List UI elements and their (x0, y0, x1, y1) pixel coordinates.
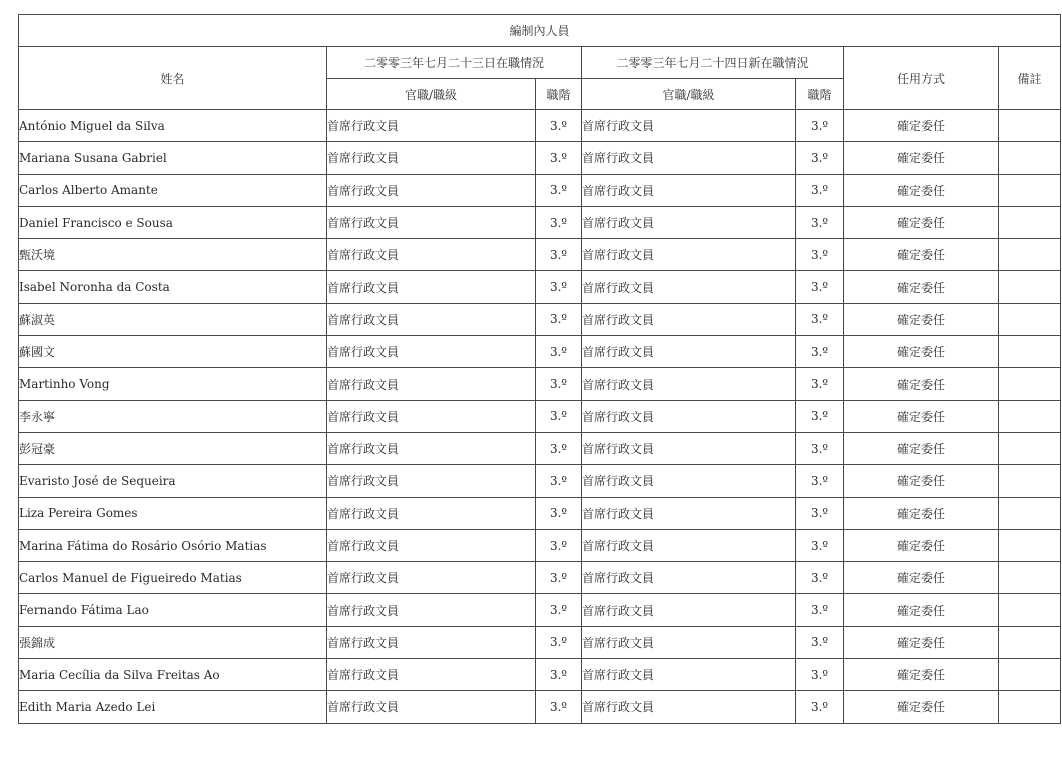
appointment-cell: 確定委任 (844, 691, 999, 723)
before-post-cell: 首席行政文員 (327, 110, 536, 142)
remarks-cell (999, 497, 1061, 529)
staff-table (18, 14, 1061, 724)
before-grade-cell: 3.º (536, 497, 582, 529)
table-row (19, 206, 1061, 238)
before-grade-cell: 3.º (536, 110, 582, 142)
table-row (19, 594, 1061, 626)
before-post-cell: 首席行政文員 (327, 562, 536, 594)
remarks-cell (999, 110, 1061, 142)
table-row (19, 465, 1061, 497)
header-after-post: 官職/職級 (582, 79, 796, 110)
after-grade-cell: 3.º (796, 271, 844, 303)
table-row (19, 303, 1061, 335)
header-remarks: 備註 (999, 47, 1061, 110)
header-after-grade: 職階 (796, 79, 844, 110)
appointment-cell: 確定委任 (844, 142, 999, 174)
after-post-cell: 首席行政文員 (582, 659, 796, 691)
before-grade-cell: 3.º (536, 432, 582, 464)
before-post-cell: 首席行政文員 (327, 368, 536, 400)
after-post-cell: 首席行政文員 (582, 691, 796, 723)
appointment-cell: 確定委任 (844, 497, 999, 529)
after-grade-cell: 3.º (796, 626, 844, 658)
after-grade-cell: 3.º (796, 562, 844, 594)
appointment-cell: 確定委任 (844, 562, 999, 594)
name-cell: Fernando Fátima Lao (19, 594, 327, 626)
after-post-cell: 首席行政文員 (582, 626, 796, 658)
appointment-cell: 確定委任 (844, 336, 999, 368)
after-post-cell: 首席行政文員 (582, 497, 796, 529)
before-grade-cell: 3.º (536, 271, 582, 303)
after-grade-cell: 3.º (796, 497, 844, 529)
appointment-cell: 確定委任 (844, 110, 999, 142)
before-grade-cell: 3.º (536, 239, 582, 271)
table-header (19, 15, 1061, 110)
remarks-cell (999, 562, 1061, 594)
before-grade-cell: 3.º (536, 400, 582, 432)
before-grade-cell: 3.º (536, 336, 582, 368)
after-post-cell: 首席行政文員 (582, 239, 796, 271)
after-grade-cell: 3.º (796, 206, 844, 238)
appointment-cell: 確定委任 (844, 659, 999, 691)
name-cell: Martinho Vong (19, 368, 327, 400)
group-title: 編制內人員 (19, 15, 1061, 47)
before-grade-cell: 3.º (536, 562, 582, 594)
remarks-cell (999, 336, 1061, 368)
name-cell: Mariana Susana Gabriel (19, 142, 327, 174)
before-post-cell: 首席行政文員 (327, 432, 536, 464)
remarks-cell (999, 659, 1061, 691)
table-row (19, 691, 1061, 723)
table-row (19, 271, 1061, 303)
name-cell: Edith Maria Azedo Lei (19, 691, 327, 723)
remarks-cell (999, 529, 1061, 561)
header-after-group: 二零零三年七月二十四日新在職情況 (582, 47, 844, 79)
remarks-cell (999, 239, 1061, 271)
before-post-cell: 首席行政文員 (327, 336, 536, 368)
before-grade-cell: 3.º (536, 659, 582, 691)
name-cell: 甄沃境 (19, 239, 327, 271)
after-post-cell: 首席行政文員 (582, 336, 796, 368)
appointment-cell: 確定委任 (844, 432, 999, 464)
table-row (19, 497, 1061, 529)
name-cell: Marina Fátima do Rosário Osório Matias (19, 529, 327, 561)
after-grade-cell: 3.º (796, 174, 844, 206)
remarks-cell (999, 206, 1061, 238)
after-post-cell: 首席行政文員 (582, 529, 796, 561)
remarks-cell (999, 271, 1061, 303)
after-post-cell: 首席行政文員 (582, 368, 796, 400)
name-cell: Evaristo José de Sequeira (19, 465, 327, 497)
remarks-cell (999, 465, 1061, 497)
appointment-cell: 確定委任 (844, 594, 999, 626)
table-row (19, 174, 1061, 206)
header-name: 姓名 (19, 47, 327, 110)
after-grade-cell: 3.º (796, 594, 844, 626)
after-post-cell: 首席行政文員 (582, 400, 796, 432)
appointment-cell: 確定委任 (844, 174, 999, 206)
before-grade-cell: 3.º (536, 691, 582, 723)
name-cell: 彭冠豪 (19, 432, 327, 464)
before-post-cell: 首席行政文員 (327, 497, 536, 529)
before-post-cell: 首席行政文員 (327, 142, 536, 174)
after-grade-cell: 3.º (796, 400, 844, 432)
after-grade-cell: 3.º (796, 659, 844, 691)
table-row (19, 239, 1061, 271)
appointment-cell: 確定委任 (844, 206, 999, 238)
table-row (19, 626, 1061, 658)
after-grade-cell: 3.º (796, 465, 844, 497)
remarks-cell (999, 400, 1061, 432)
after-post-cell: 首席行政文員 (582, 432, 796, 464)
table-row (19, 110, 1061, 142)
after-post-cell: 首席行政文員 (582, 465, 796, 497)
appointment-cell: 確定委任 (844, 529, 999, 561)
name-cell: António Miguel da Silva (19, 110, 327, 142)
after-post-cell: 首席行政文員 (582, 110, 796, 142)
appointment-cell: 確定委任 (844, 303, 999, 335)
table-row (19, 432, 1061, 464)
table-row (19, 400, 1061, 432)
after-post-cell: 首席行政文員 (582, 142, 796, 174)
table-row (19, 659, 1061, 691)
after-post-cell: 首席行政文員 (582, 271, 796, 303)
table-body (19, 110, 1061, 724)
after-grade-cell: 3.º (796, 110, 844, 142)
name-cell: Carlos Alberto Amante (19, 174, 327, 206)
before-grade-cell: 3.º (536, 142, 582, 174)
name-cell: 蘇國文 (19, 336, 327, 368)
header-before-post: 官職/職級 (327, 79, 536, 110)
appointment-cell: 確定委任 (844, 465, 999, 497)
appointment-cell: 確定委任 (844, 271, 999, 303)
name-cell: 蘇淑英 (19, 303, 327, 335)
before-grade-cell: 3.º (536, 594, 582, 626)
after-grade-cell: 3.º (796, 336, 844, 368)
remarks-cell (999, 691, 1061, 723)
after-post-cell: 首席行政文員 (582, 206, 796, 238)
appointment-cell: 確定委任 (844, 626, 999, 658)
table-row (19, 336, 1061, 368)
before-grade-cell: 3.º (536, 529, 582, 561)
before-post-cell: 首席行政文員 (327, 271, 536, 303)
appointment-cell: 確定委任 (844, 400, 999, 432)
before-grade-cell: 3.º (536, 626, 582, 658)
before-post-cell: 首席行政文員 (327, 206, 536, 238)
before-post-cell: 首席行政文員 (327, 691, 536, 723)
before-post-cell: 首席行政文員 (327, 400, 536, 432)
after-grade-cell: 3.º (796, 432, 844, 464)
after-grade-cell: 3.º (796, 368, 844, 400)
name-cell: Daniel Francisco e Sousa (19, 206, 327, 238)
table-row (19, 529, 1061, 561)
name-cell: Liza Pereira Gomes (19, 497, 327, 529)
name-cell: 李永寧 (19, 400, 327, 432)
table-row (19, 562, 1061, 594)
header-before-grade: 職階 (536, 79, 582, 110)
after-grade-cell: 3.º (796, 529, 844, 561)
table-row (19, 368, 1061, 400)
table-row (19, 142, 1061, 174)
name-cell: Carlos Manuel de Figueiredo Matias (19, 562, 327, 594)
before-post-cell: 首席行政文員 (327, 174, 536, 206)
before-post-cell: 首席行政文員 (327, 465, 536, 497)
header-before-group: 二零零三年七月二十三日在職情況 (327, 47, 582, 79)
after-grade-cell: 3.º (796, 142, 844, 174)
before-post-cell: 首席行政文員 (327, 659, 536, 691)
before-post-cell: 首席行政文員 (327, 594, 536, 626)
before-post-cell: 首席行政文員 (327, 626, 536, 658)
name-cell: 張錦成 (19, 626, 327, 658)
after-grade-cell: 3.º (796, 239, 844, 271)
after-post-cell: 首席行政文員 (582, 174, 796, 206)
after-post-cell: 首席行政文員 (582, 594, 796, 626)
before-post-cell: 首席行政文員 (327, 529, 536, 561)
after-grade-cell: 3.º (796, 303, 844, 335)
before-grade-cell: 3.º (536, 465, 582, 497)
remarks-cell (999, 174, 1061, 206)
after-post-cell: 首席行政文員 (582, 562, 796, 594)
before-post-cell: 首席行政文員 (327, 239, 536, 271)
remarks-cell (999, 142, 1061, 174)
before-grade-cell: 3.º (536, 303, 582, 335)
name-cell: Isabel Noronha da Costa (19, 271, 327, 303)
remarks-cell (999, 594, 1061, 626)
before-grade-cell: 3.º (536, 174, 582, 206)
remarks-cell (999, 303, 1061, 335)
before-grade-cell: 3.º (536, 206, 582, 238)
name-cell: Maria Cecília da Silva Freitas Ao (19, 659, 327, 691)
appointment-cell: 確定委任 (844, 239, 999, 271)
before-post-cell: 首席行政文員 (327, 303, 536, 335)
after-grade-cell: 3.º (796, 691, 844, 723)
before-grade-cell: 3.º (536, 368, 582, 400)
header-appointment: 任用方式 (844, 47, 999, 110)
after-post-cell: 首席行政文員 (582, 303, 796, 335)
appointment-cell: 確定委任 (844, 368, 999, 400)
remarks-cell (999, 368, 1061, 400)
remarks-cell (999, 626, 1061, 658)
remarks-cell (999, 432, 1061, 464)
